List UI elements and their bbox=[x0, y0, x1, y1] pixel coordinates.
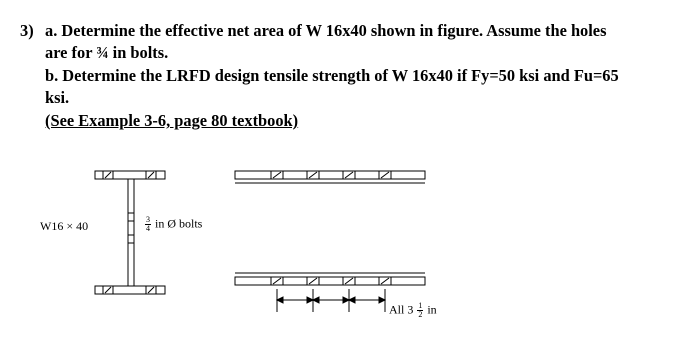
spacing-fraction: $\frac{1}{2}$ bbox=[418, 301, 423, 319]
problem-line-3: b. Determine the LRFD design tensile strength of W 16x40 if Fy=50 ksi and Fu=65 bbox=[45, 66, 619, 85]
spacing-unit: in bbox=[427, 302, 437, 317]
member-elevation bbox=[235, 171, 425, 312]
problem-number: 3) bbox=[20, 21, 34, 40]
problem-line-2: are for ¾ in bolts. bbox=[45, 43, 169, 62]
hole-size-fraction: $\frac{3}{4}$ bbox=[146, 215, 150, 233]
textbook-reference: (See Example 3-6, page 80 textbook) bbox=[45, 111, 299, 130]
spacing-prefix: All 3 bbox=[389, 302, 414, 317]
problem-line-4: ksi. bbox=[45, 88, 70, 107]
section-label: W16 × 40 bbox=[40, 219, 89, 233]
hole-size-text: in Ø bolts bbox=[155, 216, 203, 231]
spacing-label bbox=[389, 302, 437, 319]
problem-line-1: a. Determine the effective net area of W 16x40 shown in figure. Assume the holes bbox=[45, 21, 607, 40]
hole-size-label bbox=[144, 216, 202, 233]
